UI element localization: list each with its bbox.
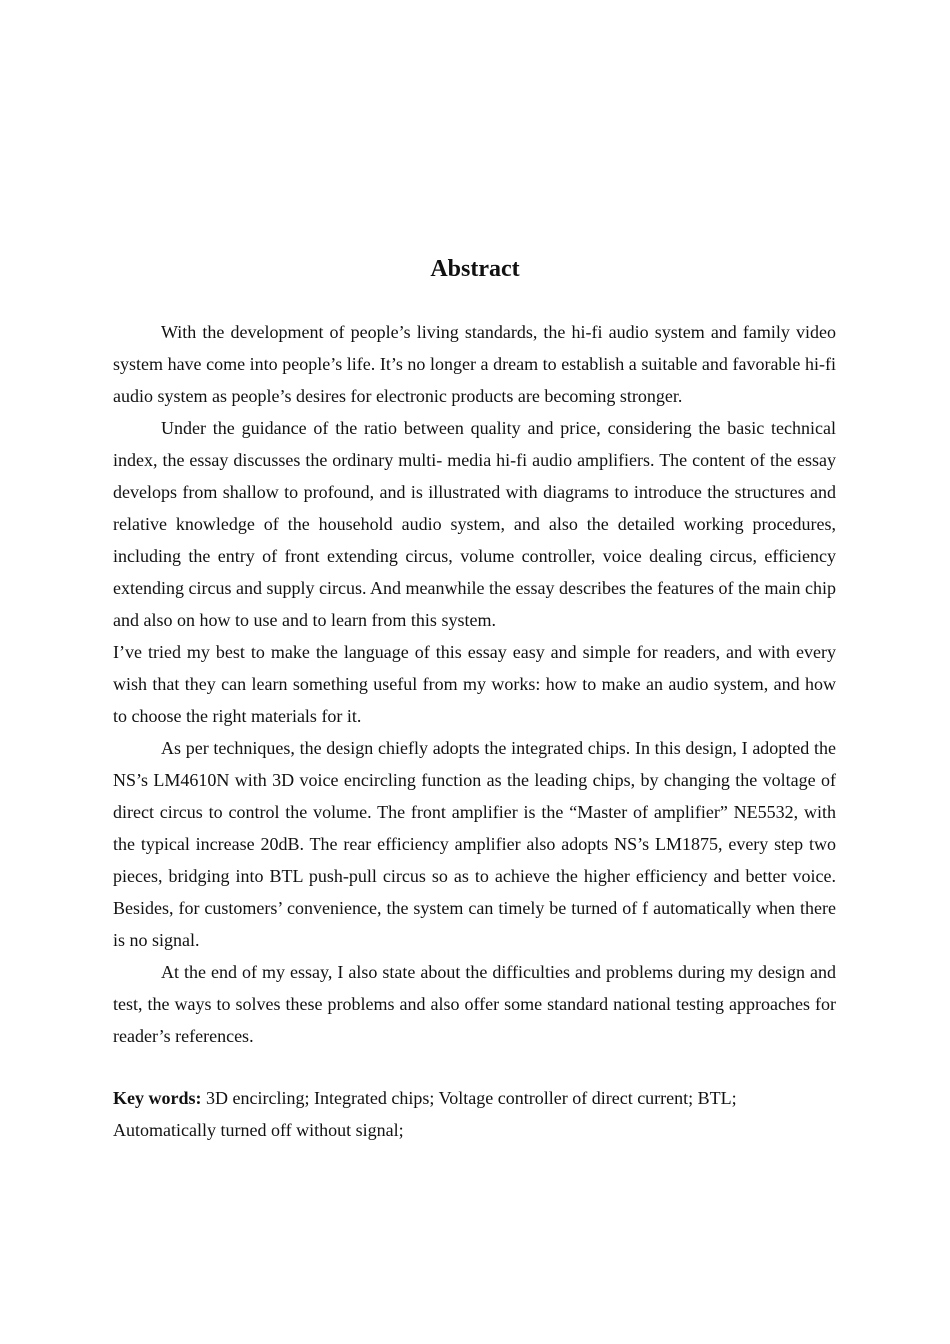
- paragraph-4: As per techniques, the design chiefly adopts the integrated chips. In this design, I adopted the NS’s LM4610N with 3D voice encircling function as the leading chips, by changing the voltage of direct circus to control the volume. The front amplifier is the “Master of amplifier” NE5532, with the typical increase 20dB. The rear efficiency amplifier also adopts NS’s LM1875, every step two pieces, bridging into BTL push-pull circus so as to achieve the higher efficiency and better voice. Besides, for customers’ convenience, the system can timely be turned of f automatically when there is no signal.: [113, 738, 836, 950]
- keywords-line: [113, 1082, 836, 1146]
- paragraph-3: I’ve tried my best to make the language of this essay easy and simple for readers, and with every wish that they can learn something useful from my works: how to make an audio system, and how to choose the right materials for it.: [113, 642, 836, 726]
- abstract-body: [113, 316, 836, 1052]
- keywords-text: 3D encircling; Integrated chips; Voltage controller of direct current; BTL; Automatically turned off without signal;: [113, 1088, 737, 1140]
- paragraph-5: At the end of my essay, I also state about the difficulties and problems during my design and test, the ways to solves these problems and also offer some standard national testing approaches for reader’s references.: [113, 962, 836, 1046]
- paragraph-2: Under the guidance of the ratio between quality and price, considering the basic technical index, the essay discusses the ordinary multi- media hi-fi audio amplifiers. The content of the essay develops from shallow to profound, and is illustrated with diagrams to introduce the structures and relative knowledge of the household audio system, and also the detailed working procedures, including the entry of front extending circus, volume controller, voice dealing circus, efficiency extending circus and supply circus. And meanwhile the essay describes the features of the main chip and also on how to use and to learn from this system.: [113, 418, 836, 630]
- paragraph-1: With the development of people’s living standards, the hi-fi audio system and family video system have come into people’s life. It’s no longer a dream to establish a suitable and favorable hi-fi audio system as people’s desires for electronic products are becoming stronger.: [113, 322, 836, 406]
- page-title: Abstract: [430, 256, 520, 282]
- keywords-label: Key words:: [113, 1088, 202, 1108]
